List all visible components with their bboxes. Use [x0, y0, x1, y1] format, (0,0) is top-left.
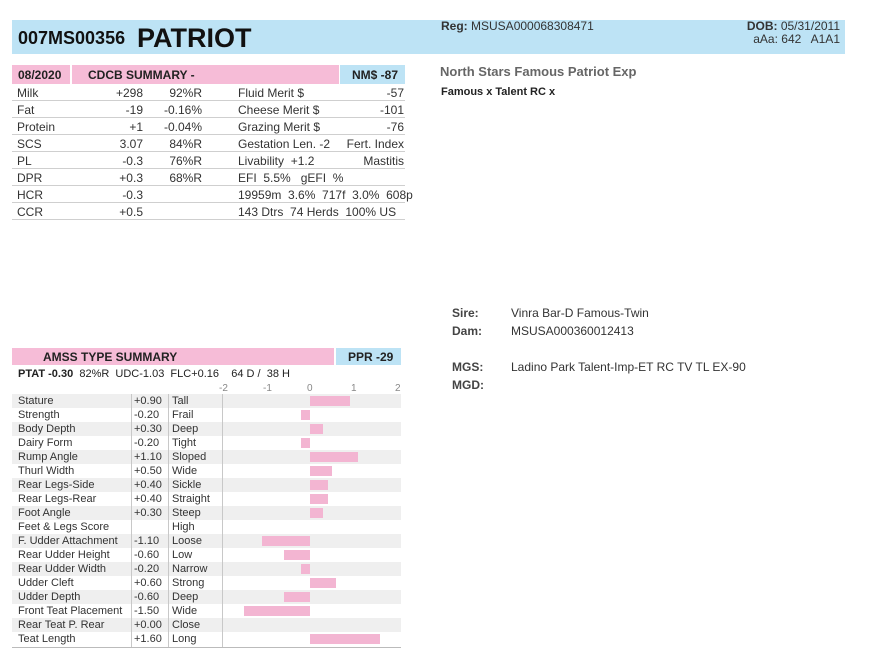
axis-tick-label: 2: [395, 383, 401, 394]
summary-cell: +1: [129, 120, 143, 134]
trait-value: +0.40: [134, 493, 162, 505]
reg-value: MSUSA000068308471: [471, 19, 594, 33]
summary-row: [12, 203, 405, 220]
trait-bar: [310, 494, 328, 504]
axis-tick-label: 1: [351, 383, 357, 394]
summary-cell: 19959m 3.6% 717f 3.0% 608p: [238, 188, 413, 202]
summary-cell: 3.07: [119, 137, 143, 151]
summary-title: CDCB SUMMARY -: [88, 68, 195, 82]
summary-cell: DPR: [17, 171, 43, 185]
summary-cell: -101: [379, 103, 404, 117]
trait-descriptor: Deep: [172, 423, 199, 435]
trait-row: [12, 548, 401, 562]
trait-value: -1.10: [134, 535, 160, 547]
summary-cell: -57: [386, 86, 404, 100]
bull-name: PATRIOT: [137, 23, 252, 53]
summary-cell: Grazing Merit $: [238, 120, 321, 134]
summary-cell: HCR: [17, 188, 43, 202]
trait-name: Foot Angle: [18, 507, 71, 519]
trait-bar: [244, 606, 310, 616]
axis-tick-label: -1: [263, 383, 272, 394]
trait-descriptor: Sickle: [172, 479, 202, 491]
summary-cell: SCS: [17, 137, 42, 151]
trait-row: [12, 618, 401, 632]
ptat-label: PTAT -0.30: [18, 368, 74, 380]
trait-name: Thurl Width: [18, 465, 75, 477]
trait-row: [12, 492, 401, 506]
trait-descriptor: Frail: [172, 409, 194, 421]
nm-dollar-badge: NM$ -87: [340, 65, 405, 84]
trait-bar: [310, 424, 323, 434]
trait-bar: [284, 592, 310, 602]
trait-bar: [310, 396, 350, 406]
trait-descriptor: Straight: [172, 493, 210, 505]
summary-cell: 84%R: [169, 137, 202, 151]
type-summary-title: AMSS TYPE SUMMARY: [43, 350, 178, 364]
trait-row: [12, 590, 401, 604]
trait-row: [12, 408, 401, 422]
trait-name: Rear Legs-Side: [18, 479, 95, 491]
trait-bar: [301, 438, 310, 448]
trait-descriptor: Narrow: [172, 563, 208, 575]
trait-value: +0.30: [134, 423, 162, 435]
ptat-details: 82%R UDC-1.03 FLC+0.16 64 D / 38 H: [79, 368, 290, 380]
trait-row: [12, 562, 401, 576]
summary-cell: Fert. Index: [346, 137, 404, 151]
summary-cell: -0.04%: [163, 120, 202, 134]
trait-row: [12, 422, 401, 436]
trait-bar: [301, 410, 310, 420]
registration: [441, 19, 594, 33]
summary-cell: Mastitis: [363, 154, 404, 168]
trait-descriptor: Tight: [172, 437, 197, 449]
trait-bar: [310, 578, 336, 588]
summary-row: [12, 84, 405, 101]
summary-row: [12, 152, 405, 169]
summary-cell: CCR: [17, 205, 43, 219]
summary-row: [12, 118, 405, 135]
ppr-badge: PPR -29: [336, 348, 401, 365]
summary-cell: 143 Dtrs 74 Herds 100% US: [238, 205, 397, 219]
trait-row: [12, 632, 401, 646]
summary-cell: Cheese Merit $: [238, 103, 320, 117]
trait-name: Rear Teat P. Rear: [18, 619, 105, 631]
dob-block: [747, 20, 840, 46]
trait-descriptor: Wide: [172, 605, 198, 617]
summary-cell: -0.3: [122, 188, 143, 202]
trait-row: [12, 604, 401, 618]
trait-name: Udder Cleft: [18, 577, 74, 589]
trait-bar: [310, 480, 328, 490]
dob-label: DOB:: [746, 19, 778, 33]
bull-code: 007MS00356: [18, 28, 126, 48]
trait-value: -0.60: [134, 549, 160, 561]
trait-value: -0.60: [134, 591, 160, 603]
trait-row: [12, 464, 401, 478]
trait-name: Feet & Legs Score: [18, 521, 110, 533]
trait-name: Teat Length: [18, 633, 76, 645]
trait-descriptor: Wide: [172, 465, 198, 477]
trait-row: [12, 450, 401, 464]
trait-value: +1.60: [134, 633, 162, 645]
trait-row: [12, 506, 401, 520]
trait-value: -0.20: [134, 563, 160, 575]
summary-cell: PL: [17, 154, 32, 168]
trait-descriptor: High: [172, 521, 195, 533]
dam-value: MSUSA000360012413: [511, 324, 634, 338]
trait-bar: [310, 466, 332, 476]
mgd-label: MGD:: [452, 378, 484, 392]
sire-value: Vinra Bar-D Famous-Twin: [511, 306, 649, 320]
trait-col-divider: [168, 394, 169, 648]
trait-bar: [310, 634, 380, 644]
trait-value: -0.20: [134, 409, 160, 421]
trait-name: Body Depth: [18, 423, 76, 435]
trait-value: -0.20: [134, 437, 160, 449]
summary-row: [12, 101, 405, 118]
bull-lineage: Famous x Talent RC x: [441, 86, 556, 98]
trait-descriptor: Deep: [172, 591, 199, 603]
ptat-line: [18, 368, 290, 380]
trait-name: F. Udder Attachment: [18, 535, 118, 547]
trait-name: Strength: [18, 409, 60, 421]
trait-value: +1.10: [134, 451, 162, 463]
summary-cell: Protein: [17, 120, 56, 134]
summary-date: 08/2020: [12, 65, 72, 84]
sire-label: Sire:: [452, 306, 479, 320]
trait-name: Rear Legs-Rear: [18, 493, 97, 505]
summary-cell: +0.3: [119, 171, 143, 185]
summary-cell: -76: [386, 120, 404, 134]
summary-cell: -0.16%: [163, 103, 202, 117]
trait-value: +0.60: [134, 577, 162, 589]
trait-bar: [310, 452, 358, 462]
trait-col-divider: [131, 394, 132, 648]
mgs-value: Ladino Park Talent-Imp-ET RC TV TL EX-90: [511, 360, 746, 374]
trait-value: +0.00: [134, 619, 162, 631]
trait-name: Stature: [18, 395, 54, 407]
summary-cell: EFI 5.5% gEFI %: [238, 171, 344, 185]
trait-row: [12, 436, 401, 450]
summary-cell: Fluid Merit $: [238, 86, 305, 100]
trait-descriptor: Sloped: [172, 451, 207, 463]
summary-cell: Fat: [17, 103, 35, 117]
summary-row: [12, 135, 405, 152]
trait-row: [12, 478, 401, 492]
summary-cell: -0.3: [122, 154, 143, 168]
trait-descriptor: Strong: [172, 577, 205, 589]
trait-descriptor: Long: [172, 633, 197, 645]
trait-name: Front Teat Placement: [18, 605, 123, 617]
trait-descriptor: Loose: [172, 535, 202, 547]
trait-value: +0.30: [134, 507, 162, 519]
summary-cell: +0.5: [119, 205, 143, 219]
dam-label: Dam:: [452, 324, 483, 338]
aaa-line: aAa: 642 A1A1: [753, 32, 840, 46]
summary-cell: +298: [115, 86, 143, 100]
trait-name: Udder Depth: [18, 591, 81, 603]
reg-label: Reg:: [441, 19, 468, 33]
trait-col-divider: [222, 394, 223, 648]
type-table-bottom-rule: [12, 647, 401, 648]
trait-bar: [310, 508, 323, 518]
trait-bar: [301, 564, 310, 574]
trait-row: [12, 394, 401, 408]
trait-name: Rear Udder Height: [18, 549, 110, 561]
trait-row: [12, 534, 401, 548]
dob-value: 05/31/2011: [780, 19, 840, 33]
summary-cell: 92%R: [169, 86, 202, 100]
axis-tick-label: 0: [307, 383, 313, 394]
summary-cell: Gestation Len. -2: [238, 137, 331, 151]
trait-descriptor: Low: [172, 549, 193, 561]
summary-cell: Livability +1.2: [238, 154, 315, 168]
trait-value: +0.40: [134, 479, 162, 491]
trait-name: Rump Angle: [18, 451, 78, 463]
trait-descriptor: Tall: [172, 395, 189, 407]
summary-cell: Milk: [17, 86, 39, 100]
mgs-label: MGS:: [452, 360, 484, 374]
trait-descriptor: Steep: [172, 507, 201, 519]
bull-full-name: North Stars Famous Patriot Exp: [440, 64, 637, 79]
trait-row: [12, 576, 401, 590]
trait-bar: [284, 550, 310, 560]
axis-tick-label: -2: [219, 383, 228, 394]
trait-descriptor: Close: [172, 619, 201, 631]
trait-name: Dairy Form: [18, 437, 73, 449]
summary-row: [12, 186, 413, 203]
trait-bar: [262, 536, 310, 546]
trait-row: [12, 520, 401, 534]
trait-value: +0.90: [134, 395, 162, 407]
trait-value: -1.50: [134, 605, 160, 617]
trait-name: Rear Udder Width: [18, 563, 107, 575]
summary-cell: -19: [125, 103, 143, 117]
trait-value: +0.50: [134, 465, 162, 477]
summary-row: [12, 169, 405, 186]
summary-cell: 68%R: [169, 171, 202, 185]
summary-cell: 76%R: [169, 154, 202, 168]
